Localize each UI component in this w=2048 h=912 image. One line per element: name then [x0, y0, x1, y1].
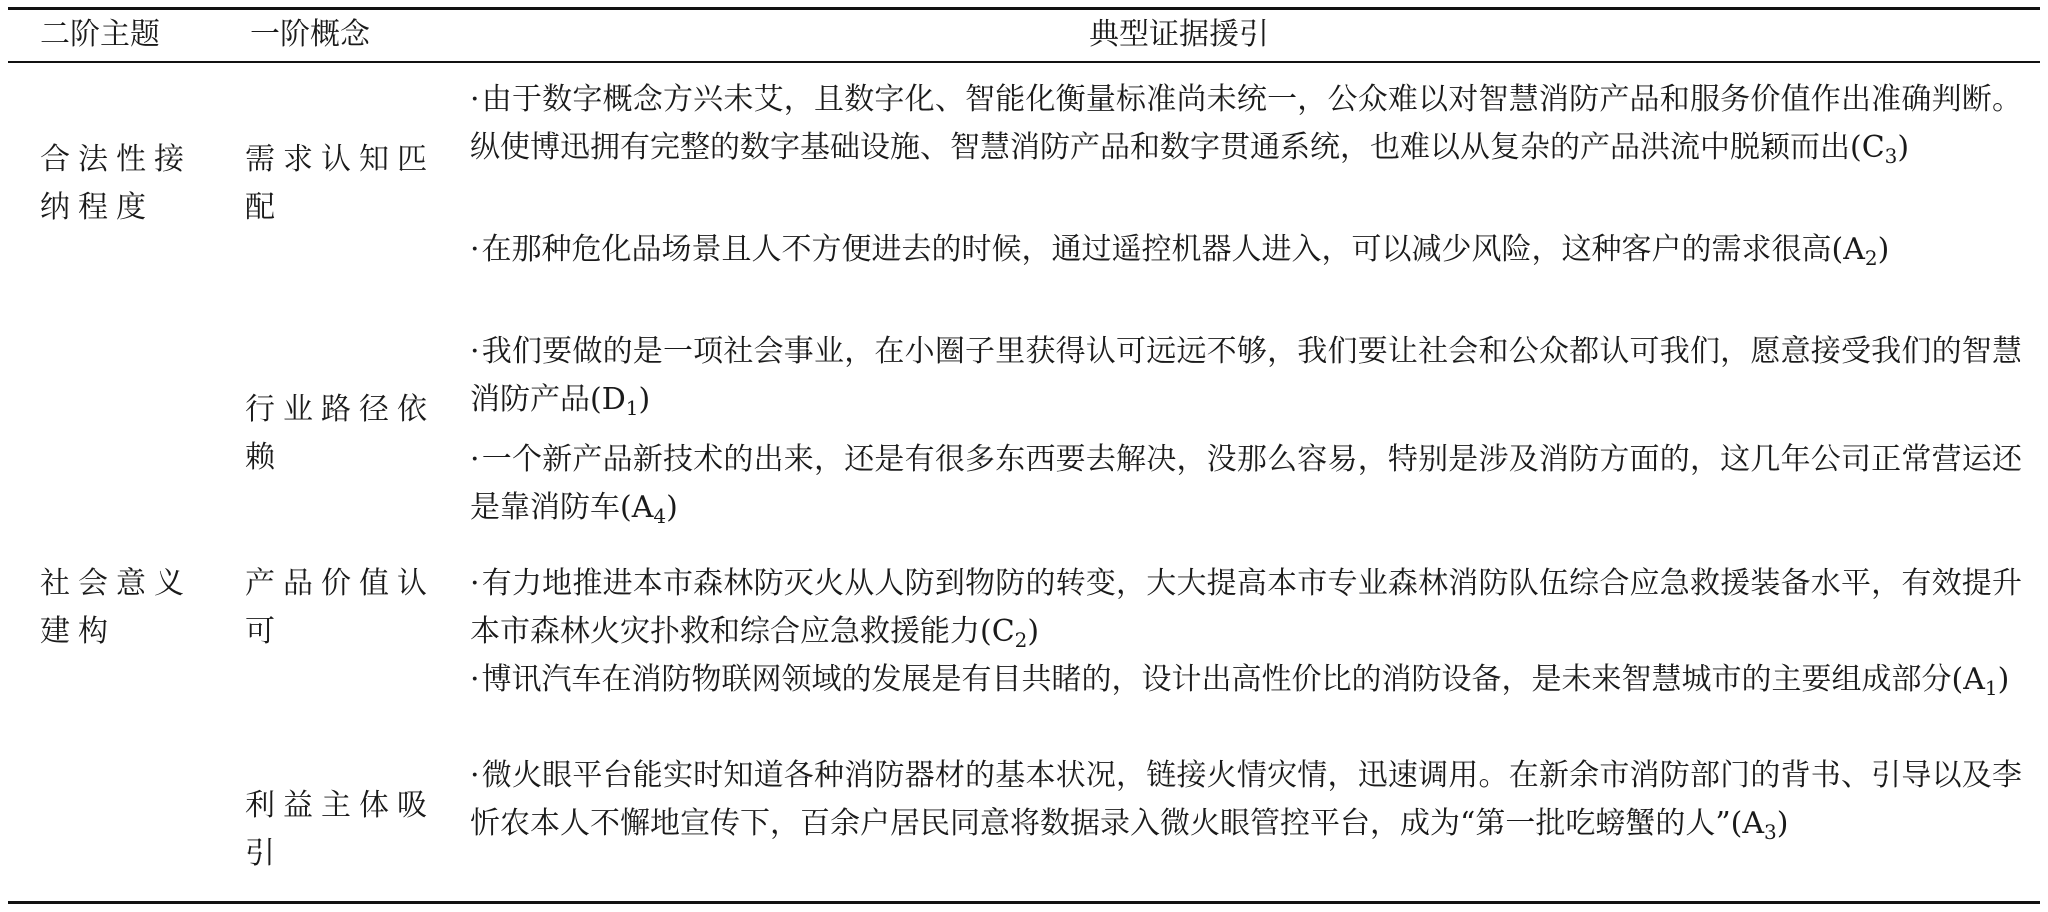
evidence-text: 有力地推进本市森林防灭火从人防到物防的转变，大大提高本市专业森林消防队伍综合应急救援装备水平，有效提升本市森林火灾扑救和综合应急救援能力(C	[470, 566, 2022, 649]
evidence-subscript: 3	[1764, 820, 1777, 844]
evidence-item: ·由于数字概念方兴未艾，且数字化、智能化衡量标准尚未统一，公众难以对智慧消防产品和服务价值作出准确判断。纵使博迅拥有完整的数字基础设施、智慧消防产品和数字贯通系统，也难以从复杂的产品洪流中脱颖而出$(C_3)$	[470, 82, 2022, 168]
evidence-item: ·有力地推进本市森林防灭火从人防到物防的转变，大大提高本市专业森林消防队伍综合应急救援装备水平，有效提升本市森林火灾扑救和综合应急救援能力$(C_2)$	[470, 566, 2022, 652]
evidence-item: ·博讯汽车在消防物联网领域的发展是有目共睹的，设计出高性价比的消防设备，是未来智慧城市的主要组成部分$(A_1)$	[470, 662, 2010, 700]
evidence-subscript: 1	[1984, 676, 1998, 700]
bullet: ·	[470, 662, 480, 697]
evidence-subscript: 2	[1014, 628, 1028, 652]
evidence-subscript: 1	[625, 396, 639, 420]
bullet: ·	[470, 334, 480, 369]
concept-stakeholder-attraction: 利益主体吸引	[245, 788, 435, 871]
evidence-subscript: 3	[1884, 144, 1898, 168]
evidence-text: 由于数字概念方兴未艾，且数字化、智能化衡量标准尚未统一，公众难以对智慧消防产品和服务价值作出准确判断。纵使博迅拥有完整的数字基础设施、智慧消防产品和数字贯通系统，也难以从复杂的产品洪流中脱颖而出(C	[470, 82, 2022, 165]
table-header-rule	[8, 61, 2040, 63]
bullet: ·	[470, 82, 480, 117]
concept-industry-path-dependence: 行业路径依赖	[245, 392, 435, 475]
header-first-order-concept: 一阶概念	[250, 17, 370, 52]
evidence-item: ·我们要做的是一项社会事业，在小圈子里获得认可远远不够，我们要让社会和公众都认可我们，愿意接受我们的智慧消防产品$(D_1)$	[470, 334, 2022, 420]
concept-product-value-recognition: 产品价值认可	[245, 566, 435, 649]
theme-social-meaning-construction: 社会意义建构	[40, 566, 192, 649]
bullet: ·	[470, 566, 480, 601]
header-second-order-theme: 二阶主题	[40, 17, 160, 52]
bullet: ·	[470, 758, 480, 793]
bullet: ·	[470, 442, 480, 477]
evidence-text: 在那种危化品场景且人不方便进去的时候，通过遥控机器人进入，可以减少风险，这种客户的需求很高(A	[481, 232, 1865, 267]
concept-demand-cognition-match: 需求认知匹配	[245, 142, 435, 225]
header-typical-evidence: 典型证据援引	[1089, 17, 1269, 52]
evidence-text: 一个新产品新技术的出来，还是有很多东西要去解决，没那么容易，特别是涉及消防方面的，这几年公司正常营运还是靠消防车(A	[470, 442, 2022, 525]
evidence-subscript: 4	[653, 504, 667, 528]
evidence-text: 我们要做的是一项社会事业，在小圈子里获得认可远远不够，我们要让社会和公众都认可我们，愿意接受我们的智慧消防产品(D	[470, 334, 2022, 417]
table-bottom-rule	[8, 901, 2040, 904]
evidence-item: ·微火眼平台能实时知道各种消防器材的基本状况，链接火情灾情，迅速调用。在新余市消防部门的背书、引导以及李忻农本人不懈地宣传下，百余户居民同意将数据录入微火眼管控平台，成为“第一批吃螃蟹的人$”(A_3)$	[470, 758, 2022, 844]
evidence-item: ·在那种危化品场景且人不方便进去的时候，通过遥控机器人进入，可以减少风险，这种客户的需求很高$(A_2)$	[470, 232, 1890, 270]
evidence-item: ·一个新产品新技术的出来，还是有很多东西要去解决，没那么容易，特别是涉及消防方面的，这几年公司正常营运还是靠消防车$(A_4)$	[470, 442, 2022, 528]
table-top-rule	[8, 7, 2040, 10]
theme-legitimacy-acceptance: 合法性接纳程度	[40, 142, 192, 225]
evidence-subscript: 2	[1864, 246, 1878, 270]
bullet: ·	[470, 232, 480, 267]
evidence-text: 博讯汽车在消防物联网领域的发展是有目共睹的，设计出高性价比的消防设备，是未来智慧城市的主要组成部分(A	[481, 662, 1985, 697]
evidence-text: 微火眼平台能实时知道各种消防器材的基本状况，链接火情灾情，迅速调用。在新余市消防部门的背书、引导以及李忻农本人不懈地宣传下，百余户居民同意将数据录入微火眼管控平台，成为“第一批吃螃蟹的人”(A	[470, 758, 2022, 841]
